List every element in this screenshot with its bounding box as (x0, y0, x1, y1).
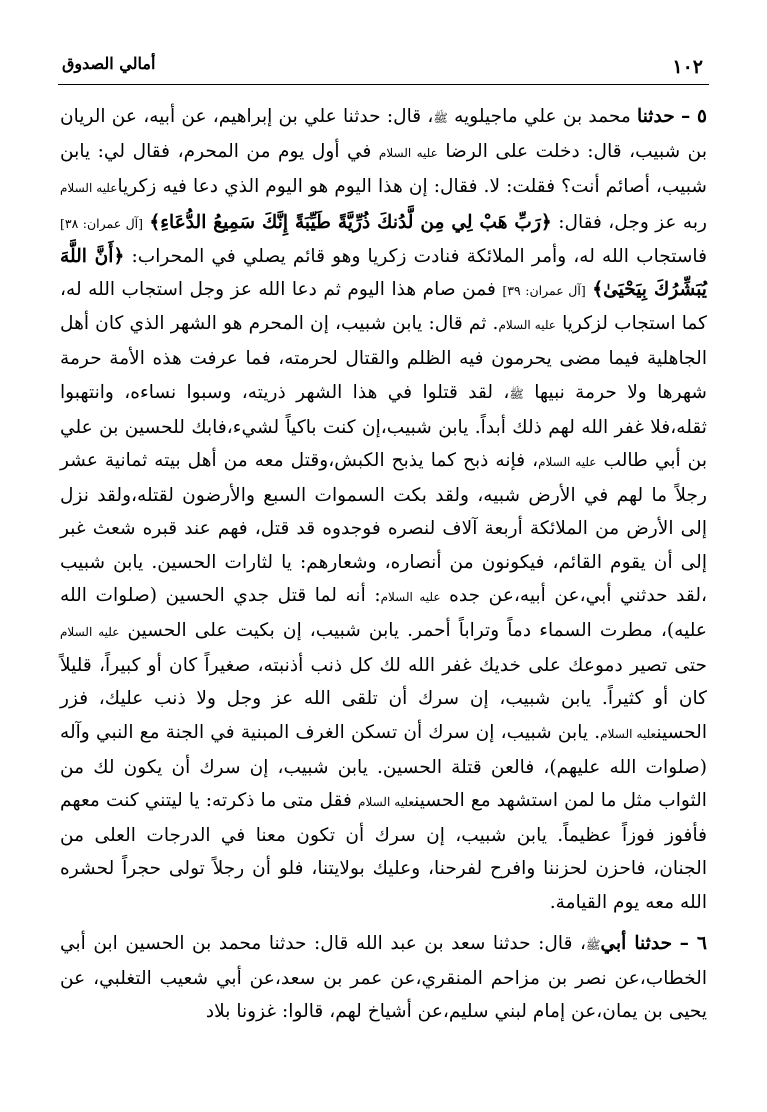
hadith-6-paragraph (60, 927, 707, 1029)
text-span: حتى تصير دموعك على خديك غفر الله لك كل ذنب أذنبته، صغيراً كان أو كبيراً، قليلاً كان أو كثيراً. يابن شبيب، إن سرك أن تلقى الله عز وجل ولا ذنب عليك، فزر الحسين (60, 655, 707, 743)
verse-reference: [آل عمران: ٣٨] (60, 215, 144, 231)
text-span: في أول يوم من المحرم، فقال لي: يابن شبيب، أصائم أنت؟ فقلت: لا. فقال: إن هذا اليوم هو اليوم الذي دعا فيه زكريا (60, 141, 707, 198)
honorific-mark: ﷺ (433, 111, 448, 125)
text-span: : أنه لما قتل جدي الحسين (صلوات الله عليه)، مطرت السماء دماً وتراباً أحمر. يابن شبيب، إن بكيت على الحسين (60, 584, 707, 642)
hadith-number: ٦ – (679, 932, 707, 954)
text-span: فقل متى ما ذكرته: يا ليتني كنت معهم فأفوز فوزاً عظيماً. يابن شبيب، إن سرك أن تكون معنا في الدرجات العلى من الجنان، فاحزن لحزننا وافرح لفرحنا، وعليك بولايتنا، فلو أن رجلاً تولى حجراً لحشره الله معه يوم القيامة. (60, 790, 707, 913)
body-text (60, 100, 707, 1028)
text-span: فاستجاب الله له، وأمر الملائكة فنادت زكريا وهو قائم يصلي في المحراب: (131, 245, 707, 267)
honorific-mark: عليه السلام (538, 455, 597, 470)
honorific-mark: عليه السلام (600, 726, 657, 741)
honorific-mark: عليه السلام (358, 795, 415, 810)
honorific-mark: ﷺ (509, 386, 524, 401)
narration-lead: حدثنا (637, 106, 675, 127)
running-title: أمالي الصدوق (62, 54, 156, 73)
page-number: ١٠٢ (672, 56, 703, 78)
hadith-number: ٥ – (680, 106, 708, 127)
text-span: محمد بن علي ماجيلويه (454, 106, 631, 127)
page-header (58, 50, 709, 85)
honorific-mark: عليه السلام (498, 318, 556, 333)
text-span: . ثم قال: يابن شبيب، إن المحرم هو الشهر الذي كان أهل الجاهلية فيما مضى يحرمون فيه الظلم والقتال لحرمته، فما عرفت هذه الأمة حرمة شهرها ولا حرمة نبيها (60, 313, 707, 403)
honorific-mark: عليه السلام (60, 181, 118, 196)
text-span: فمن صام هذا اليوم ثم دعا الله عز وجل استجاب الله له، كما استجاب لزكريا (60, 279, 707, 335)
text-span: ، قال: حدثنا سعد بن عبد الله قال: حدثنا محمد بن الحسين ابن أبي الخطاب،عن نصر بن مزاحم المنقري،عن عمر بن سعد،عن أبي شعيب التغلبي، عن يحيى بن يمان،عن إمام لبني سليم،عن أشياخ لهم، قالوا: غزونا بلاد (60, 932, 707, 1023)
text-span: ربه عز وجل، فقال: (558, 211, 708, 233)
narration-lead: حدثنا أبي (600, 932, 673, 954)
honorific-mark: عليه السلام (60, 625, 120, 640)
text-span: ، لقد قتلوا في هذا الشهر ذريته، وسبوا نساءه، وانتهبوا ثقله،فلا غفر الله لهم ذلك أبداً. يابن شبيب،إن كنت باكياً لشيء،فابك للحسين بن علي بن أبي طالب (60, 381, 707, 472)
honorific-mark: ﷺ (585, 937, 601, 952)
quran-verse: ﴿رَبِّ هَبْ لِي مِن لَّدُنكَ ذُرِّيَّةً طَيِّبَةً إِنَّكَ سَمِيعُ الدُّعَاءِ﴾ (149, 211, 552, 233)
text-span: ، قال: حدثنا علي بن إبراهيم، عن أبيه، عن الريان بن شبيب، قال: دخلت على الرضا (60, 106, 708, 163)
hadith-5-paragraph (60, 100, 707, 919)
quran-verse: ﴿أَنَّ اللَّهَ يُبَشِّرُكَ بِيَحْيَىٰ﴾ (60, 245, 707, 301)
verse-reference: [آل عمران: ٣٩] (502, 283, 586, 299)
text-span: . يابن شبيب، إن سرك أن تسكن الغرف المبنية في الجنة مع النبي وآله (صلوات الله عليهم)، فالعن قتلة الحسين. يابن شبيب، إن سرك أن يكون لك من الثواب مثل ما لمن استشهد مع الحسين (60, 721, 707, 812)
text-span: ، فإنه ذبح كما يذبح الكبش،وقتل معه من أهل بيته ثمانية عشر رجلاً ما لهم في الأرض شبيه، ولقد بكت السموات السبع والأرضون لقتله،ولقد نزل إلى الأرض من الملائكة أربعة آلاف لنصره فوجدوه قد قتل، فهم عند قبره شعث غبر إلى أن يقوم القائم، فيكونون من أنصاره، وشعارهم: يا لثارات الحسين. يابن شبيب ،لقد حدثني أبي،عن أبيه،عن جده (60, 450, 707, 606)
honorific-mark: عليه السلام (380, 589, 441, 604)
honorific-mark: عليه السلام (378, 146, 438, 161)
